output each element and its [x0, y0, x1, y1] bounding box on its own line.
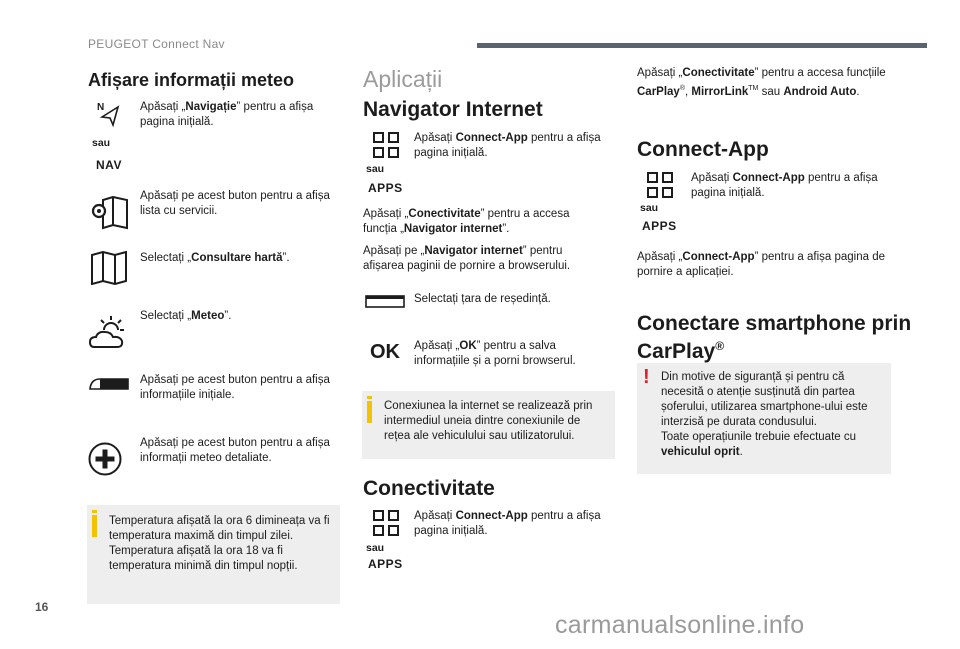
services-map-icon	[89, 196, 129, 230]
weather-step5: Apăsați pe acest buton pentru a afișa informațiile inițiale.	[140, 374, 330, 401]
sau-label: sau	[92, 137, 111, 149]
carplay-heading: Conectare smartphone prin CarPlay®	[637, 312, 912, 363]
weather-step6: Apăsați pe acest buton pentru a afișa informații meteo detaliate.	[140, 437, 330, 464]
connectivity-intro: Apăsați „Conectivitate” pentru a accesa funcțiile CarPlay®, MirrorLink™ sau Android Auto.	[637, 67, 886, 98]
weather-step3: Selectați „Consultare hartă”.	[140, 252, 290, 264]
header-title: PEUGEOT Connect Nav	[88, 37, 225, 51]
sau-label: sau	[640, 202, 659, 214]
sau-label: sau	[366, 542, 385, 554]
navigator-step1: Apăsați Connect-App pentru a afișa pagina inițială.	[414, 132, 601, 159]
svg-text:N: N	[97, 102, 105, 113]
back-bar-icon	[88, 376, 130, 392]
info-icon	[367, 401, 372, 423]
weather-heading: Afișare informații meteo	[88, 70, 295, 90]
weather-sun-cloud-icon	[89, 314, 129, 350]
weather-note-text: Temperatura afișată la ora 6 dimineața va fi temperatura maximă din timpul zilei. Temperatura afișată la ora 18 va fi temperatura minimă din timpul nopții.	[109, 515, 330, 572]
connect-app-step1: Apăsați Connect-App pentru a afișa pagina inițială.	[691, 172, 878, 199]
connectivity-heading: Conectivitate	[363, 477, 495, 500]
sau-label: sau	[366, 163, 385, 175]
apps-grid-icon	[647, 172, 673, 198]
navigator-info-note	[362, 391, 615, 459]
navigator-note-text: Conexiunea la internet se realizează prin intermediul uneia dintre conexiunile de rețea ale vehiculului sau utilizatorului.	[384, 400, 593, 442]
nav-arrow-icon	[97, 100, 123, 128]
apps-key: APPS	[368, 181, 403, 195]
connect-app-heading: Connect-App	[637, 138, 769, 161]
apps-key: APPS	[642, 219, 677, 233]
weather-step1: Apăsați „Navigație” pentru a afișa pagina inițială.	[140, 101, 314, 128]
apps-key: APPS	[368, 557, 403, 571]
header-bar	[477, 43, 927, 48]
navigator-step4: Selectați țara de reședință.	[414, 293, 551, 305]
apps-grid-icon	[373, 132, 399, 158]
warning-icon: !	[643, 366, 650, 388]
weather-step2: Apăsați pe acest buton pentru a afișa lista cu servicii.	[140, 190, 330, 217]
connect-app-step2: Apăsați „Connect-App” pentru a afișa pagina de pornire a aplicației.	[637, 251, 886, 278]
country-field-icon	[365, 295, 405, 309]
navigator-heading: Navigator Internet	[363, 98, 543, 121]
navigator-step2: Apăsați „Conectivitate” pentru a accesa funcția „Navigator internet”.	[363, 208, 570, 235]
carplay-warning-note	[637, 363, 891, 474]
ok-key: OK	[370, 341, 400, 363]
footer-watermark: carmanualsonline.info	[555, 611, 805, 639]
apps-grid-icon	[373, 510, 399, 536]
weather-step4: Selectați „Meteo”.	[140, 310, 232, 322]
plus-circle-icon	[88, 442, 122, 476]
weather-info-note	[87, 505, 340, 604]
page-number: 16	[35, 600, 49, 614]
navigator-step3: Apăsați pe „Navigator internet” pentru afișarea paginii de pornire a browserului.	[363, 245, 571, 272]
connectivity-step1: Apăsați Connect-App pentru a afișa pagina inițială.	[414, 510, 601, 537]
carplay-warning-text: Din motive de siguranță și pentru că necesită o atenție susținută din partea șoferului, utilizarea smartphone-ului este interzisă pe durata condusului. Toate operațiunile trebuie efectuate cu vehiculul oprit.	[661, 371, 868, 458]
nav-key: NAV	[96, 158, 122, 172]
map-icon	[91, 251, 127, 285]
navigator-step5: Apăsați „OK” pentru a salva informațiile și a porni browserul.	[414, 340, 576, 367]
apps-heading: Aplicații	[363, 66, 443, 92]
info-icon	[92, 515, 97, 537]
